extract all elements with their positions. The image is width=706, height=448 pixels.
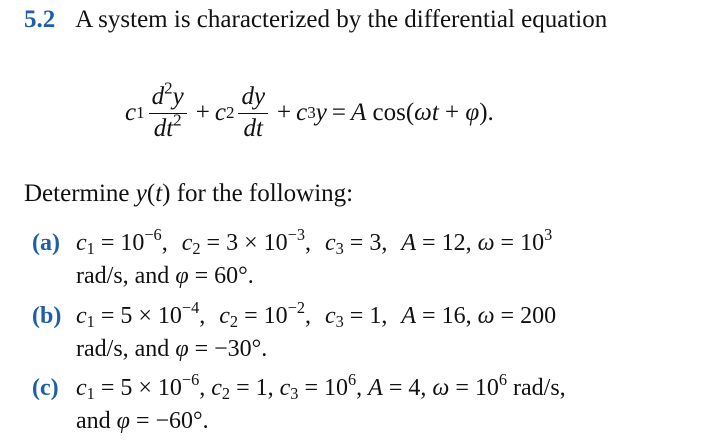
first-derivative-fraction: $\frac{dy}{dt}$: [238, 84, 268, 142]
problem-header: [24, 6, 607, 34]
differential-equation: c 1 $\frac{d^2y}{dt^2}$ + c 2 $\frac{dy}{dt}$ + c 3 y = A cos( ωt + φ ).: [125, 78, 494, 142]
part-c: (c) $c_1 = 5 \times 10^{-6}$, $c_2 = 1$, $c_3 = 10^6$, A = 4, $\omega = 10^6$ rad/s, and φ = −60°.: [32, 369, 566, 434]
intro-text: Determine y(t) for the following:: [24, 180, 354, 207]
part-b-label: (b): [32, 303, 62, 329]
second-derivative-fraction: $\frac{d^2y}{dt^2}$: [149, 84, 187, 142]
problem-statement: A system is characterized by the differential equation: [75, 6, 608, 33]
problem-number: 5.2: [24, 6, 56, 33]
part-a: (a) $c_1 = 10^{-6}$, $c_2 = 3 \times 10^{-3}$, $c_3 = 3$, A = 12, $\omega = 10^3$ rad/s, and φ = 60°.: [32, 224, 553, 289]
part-b: (b) $c_1 = 5 \times 10^{-4}$, $c_2 = 10^{-2}$, $c_3 = 1$, A = 16, ω = 200 rad/s, and φ = −30°.: [32, 297, 557, 362]
part-a-label: (a): [32, 230, 60, 256]
part-c-label: (c): [32, 375, 59, 401]
